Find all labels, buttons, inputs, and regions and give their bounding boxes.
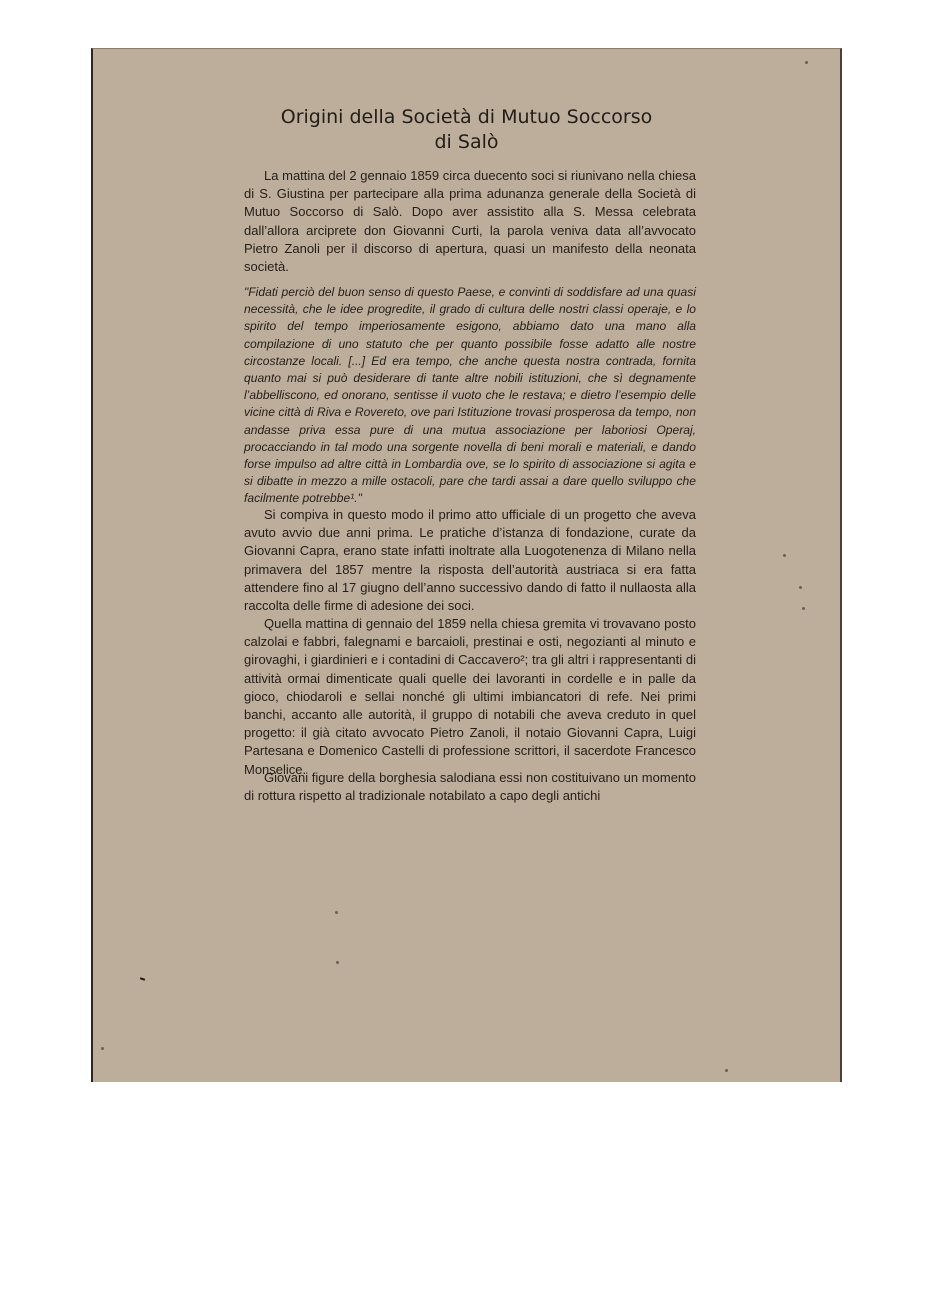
scan-mark (140, 977, 145, 981)
page-title (93, 105, 840, 155)
scan-speck (783, 554, 786, 557)
scan-speck (802, 607, 805, 610)
scan-speck (799, 586, 802, 589)
scanned-page (91, 48, 842, 1082)
title-line-2: di Salò (434, 131, 499, 153)
quote-block: "Fidati perciò del buon senso di questo Paese, e convinti di soddisfare ad una quasi necessità, che le idee progredite, il grado di cultura delle nostri classi operaje, e lo spirito del tempo imperiosamente esigono, abbiamo dato una mano alla compilazione di uno statuto che per quanto possibile fosse adatto alle nostre circostanze locali. [...] Ed era tempo, che anche questa nostra contrada, fornita quanto mai si può desiderare di tante altre nobili istituzioni, che sì degnamente l’abbelliscono, ed onorano, sentisse il vuoto che le restava; e dietro l’esempio delle vicine città di Riva e Rovereto, ove pari Istituzione trovasi prosperosa da tempo, non andasse priva essa pure di una mutua associazione per laboriosi Operaj, procacciando in tal modo una sorgente novella di beni morali e materiali, e dando forse impulso ad altre città in Lombardia ove, se lo spirito di associazione si agita e si dibatte in mezzo a mille ostacoli, pare che tardi assai a dare quello sviluppo che facilmente potrebbe¹." (244, 285, 696, 506)
paragraph-project: Si compiva in questo modo il primo atto ufficiale di un progetto che aveva avuto avvio due anni prima. Le pratiche d’istanza di fondazione, curate da Giovanni Capra, erano state infatti inoltrate alla Luogotenenza di Milano nella primavera del 1857 mentre la risposta dell’autorità austriaca si era fatta attendere fino al 17 giugno dell’anno successivo dando di fatto il nullaosta alla raccolta delle firme di adesione dei soci. (244, 507, 696, 614)
paragraph-figures: Giovani figure della borghesia salodiana essi non costituivano un momento di rottura rispetto al tradizionale notabilato a capo degli antichi (244, 770, 696, 804)
scan-speck (336, 961, 339, 964)
paragraph-intro: La mattina del 2 gennaio 1859 circa duecento soci si riunivano nella chiesa di S. Giustina per partecipare alla prima adunanza generale della Società di Mutuo Soccorso di Salò. Dopo aver assistito alla S. Messa celebrata dall’allora arciprete don Giovanni Curti, la parola veniva data all’avvocato Pietro Zanoli per il discorso di apertura, quasi un manifesto della neonata società. (244, 168, 696, 275)
scan-speck (101, 1047, 104, 1050)
scan-speck (725, 1069, 728, 1072)
paragraph-church: Quella mattina di gennaio del 1859 nella chiesa gremita vi trovavano posto calzolai e fabbri, falegnami e barcaioli, prestinai e osti, negozianti al minuto e girovaghi, i giardinieri e i contadini di Caccavero²; tra gli altri i rappresentanti di attività ormai dimenticate quali quelle dei lavoranti in cordelle e in palle da gioco, chiodaroli e sellai nonché gli ultimi imbiancatori di refe. Nei primi banchi, accanto alle autorità, il gruppo di notabili che aveva creduto in quel progetto: il già citato avvocato Pietro Zanoli, il notaio Giovanni Capra, Luigi Partesana e Domenico Castelli di professione scrittori, il sacerdote Francesco Monselice. (244, 616, 696, 777)
scan-speck (805, 61, 808, 64)
title-line-1: Origini della Società di Mutuo Soccorso (280, 106, 653, 128)
scan-speck (335, 911, 338, 914)
